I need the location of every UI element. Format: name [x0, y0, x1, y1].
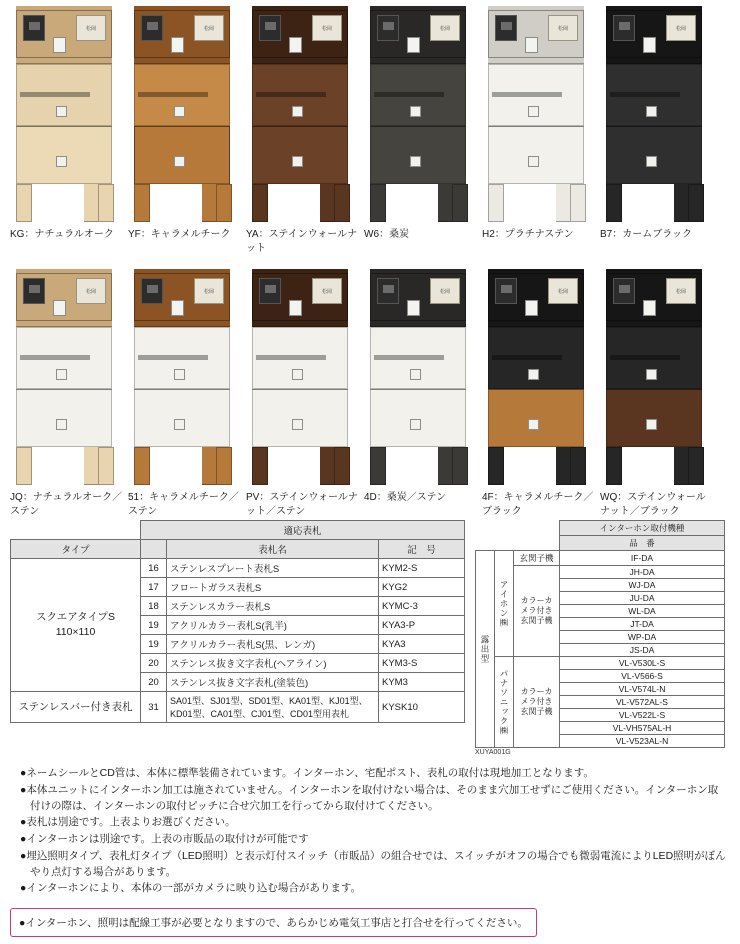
table-row	[11, 540, 465, 559]
note-item: ●ネームシールとCD管は、本体に標準装備されています。インターホン、宅配ポスト、表札の取付は現地加工となります。	[20, 767, 594, 779]
product-caption: YF：キャラメルチーク	[128, 229, 231, 240]
product-item-WQ	[600, 269, 718, 518]
warning-box: ●インターホン、照明は配線工事が必要となりますので、あらかじめ電気工事店と打合せを行ってください。	[10, 908, 537, 937]
table-row	[476, 521, 725, 536]
mail-slot-icon	[610, 92, 680, 97]
nameplate-icon: 松岡	[312, 278, 342, 304]
product-item-YF	[128, 6, 246, 255]
nameplate-span-header: 適応表札	[141, 521, 465, 540]
table-row	[476, 657, 725, 670]
divider-line	[16, 126, 112, 127]
product-item-H2	[482, 6, 600, 255]
delivery-knob-icon	[410, 419, 421, 430]
intercom-icon	[377, 15, 399, 41]
mail-slot-icon	[256, 355, 326, 360]
row-name: ステンレス抜き文字表札(塗装色)	[167, 673, 379, 692]
product-caption: W6：桑炭	[364, 229, 409, 240]
mail-slot-icon	[256, 92, 326, 97]
delivery-knob-icon	[646, 156, 657, 167]
delivery-knob-icon	[174, 419, 185, 430]
product-image-B7	[600, 6, 710, 222]
intercom-icon	[613, 278, 635, 304]
mail-knob-icon	[174, 106, 185, 117]
col-code: 記 号	[379, 540, 465, 559]
intercom-title: インターホン取付機種	[560, 521, 725, 536]
delivery-knob-icon	[410, 156, 421, 167]
delivery-knob-icon	[56, 156, 67, 167]
call-button-icon	[53, 37, 66, 53]
mail-slot-icon	[138, 92, 208, 97]
divider-line	[488, 126, 584, 127]
product-image-4F	[482, 269, 592, 485]
product-item-51	[128, 269, 246, 518]
type-label-1: スクエアタイプS	[35, 611, 116, 624]
divider-line	[134, 389, 230, 390]
col-name: 表札名	[167, 540, 379, 559]
divider-line	[134, 126, 230, 127]
product-image-H2	[482, 6, 592, 222]
row-code: KYG2	[379, 578, 465, 597]
product-item-JQ	[10, 269, 128, 518]
nameplate-icon: 松岡	[548, 278, 578, 304]
row-name: ステンレス抜き文字表札(ヘアライン)	[167, 654, 379, 673]
subgroup-camera-entrance-pana: カラーカメラ付き玄関子機	[514, 657, 560, 748]
delivery-knob-icon	[528, 156, 539, 167]
col-type: タイプ	[11, 540, 141, 559]
row-code: KYM3-S	[379, 654, 465, 673]
product-item-W6	[364, 6, 482, 255]
row-code: KYM2-S	[379, 559, 465, 578]
product-image-WQ	[600, 269, 710, 485]
row-name: フロートガラス表札S	[167, 578, 379, 597]
model-code: VL-V530L-S	[560, 657, 725, 670]
row-code: KYMC-3	[379, 597, 465, 616]
product-row-2	[10, 269, 730, 518]
row-no: 19	[141, 635, 167, 654]
mail-slot-icon	[20, 355, 90, 360]
mail-knob-icon	[528, 369, 539, 380]
product-image-JQ	[10, 269, 120, 485]
product-image-51	[128, 269, 238, 485]
note-item: ●本体ユニットにインターホン加工は施されていません。インターホンを取付けない場合は、そのまま穴加工せずにご使用ください。インターホン取付けの際は、インターホンの取付ピッチに合せ穴加工を行ってから取付けてください。	[20, 783, 719, 812]
model-code: VL-VH575AL-H	[560, 722, 725, 735]
note-item: ●表札は別途です。上表よりお選びください。	[20, 816, 236, 829]
product-image-YF	[128, 6, 238, 222]
model-code: VL-V522L-S	[560, 709, 725, 722]
call-button-icon	[643, 300, 656, 316]
nameplate-table	[10, 520, 465, 723]
intercom-col-code: 品 番	[560, 536, 725, 551]
product-image-PV	[246, 269, 356, 485]
intercom-icon	[377, 278, 399, 304]
row-no: 20	[141, 673, 167, 692]
row-no: 19	[141, 616, 167, 635]
model-code: JS-DA	[560, 644, 725, 657]
table-row	[476, 551, 725, 566]
mail-slot-icon	[374, 92, 444, 97]
type-label-2: 110×110	[55, 626, 96, 638]
table-row	[11, 692, 465, 723]
product-item-4D	[364, 269, 482, 518]
row-name: ステンレスカラー表札S	[167, 597, 379, 616]
nameplate-icon: 松岡	[666, 278, 696, 304]
call-button-icon	[289, 37, 302, 53]
nameplate-icon: 松岡	[76, 15, 106, 41]
delivery-knob-icon	[292, 419, 303, 430]
mail-knob-icon	[528, 106, 539, 117]
subgroup-entrance: 玄関子機	[514, 551, 560, 566]
mail-knob-icon	[56, 106, 67, 117]
mail-slot-icon	[492, 92, 562, 97]
intercom-icon	[23, 15, 45, 41]
product-item-4F	[482, 269, 600, 518]
product-caption: JQ：ナチュラルオーク／ステン	[10, 492, 123, 517]
mail-slot-icon	[374, 355, 444, 360]
notes-section	[10, 766, 730, 897]
model-code: WP-DA	[560, 631, 725, 644]
mail-knob-icon	[646, 106, 657, 117]
nameplate-icon: 松岡	[548, 15, 578, 41]
call-button-icon	[407, 300, 420, 316]
product-image-KG	[10, 6, 120, 222]
call-button-icon	[643, 37, 656, 53]
delivery-knob-icon	[56, 419, 67, 430]
nameplate-icon: 松岡	[76, 278, 106, 304]
delivery-knob-icon	[174, 156, 185, 167]
call-button-icon	[171, 300, 184, 316]
call-button-icon	[525, 37, 538, 53]
nameplate-table-wrap	[10, 520, 465, 756]
product-caption: KG：ナチュラルオーク	[10, 229, 114, 240]
model-code: VL-V523AL-N	[560, 735, 725, 748]
model-code: JU-DA	[560, 592, 725, 605]
row-name	[167, 692, 379, 723]
table-row	[476, 536, 725, 551]
product-caption: WQ：ステインウォールナット／ブラック	[600, 492, 706, 517]
divider-line	[606, 126, 702, 127]
nameplate-icon: 松岡	[430, 15, 460, 41]
model-code: WL-DA	[560, 605, 725, 618]
intercom-icon	[141, 15, 163, 41]
intercom-table-wrap	[475, 520, 725, 756]
model-code: IF-DA	[560, 551, 725, 566]
product-row-1	[10, 6, 730, 255]
row-no: 20	[141, 654, 167, 673]
delivery-knob-icon	[646, 419, 657, 430]
delivery-knob-icon	[292, 156, 303, 167]
divider-line	[606, 389, 702, 390]
mail-knob-icon	[56, 369, 67, 380]
nameplate-icon: 松岡	[430, 278, 460, 304]
exposed-type-label: 露出型	[476, 551, 495, 748]
model-code: JH-DA	[560, 566, 725, 579]
product-item-PV	[246, 269, 364, 518]
bar-name-1: SA01型、SJ01型、SD01型、KA01型、KJ01型、	[170, 696, 368, 706]
table-row	[11, 521, 465, 540]
note-item: ●インターホンにより、本体の一部がカメラに映り込む場合があります。	[20, 882, 362, 895]
product-item-B7	[600, 6, 718, 255]
model-code: VL-V572AL-S	[560, 696, 725, 709]
nameplate-icon: 松岡	[194, 15, 224, 41]
row-no: 31	[141, 692, 167, 723]
mail-knob-icon	[410, 369, 421, 380]
product-item-KG	[10, 6, 128, 255]
product-image-4D	[364, 269, 474, 485]
maker-panasonic: パナソニック㈱	[495, 657, 514, 748]
row-no: 18	[141, 597, 167, 616]
product-image-YA	[246, 6, 356, 222]
mail-slot-icon	[138, 355, 208, 360]
col-no	[141, 540, 167, 559]
bar-name-2: KD01型、CA01型、CJ01型、CD01型用表札	[170, 709, 350, 719]
intercom-icon	[259, 15, 281, 41]
model-code: VL-V574L-N	[560, 683, 725, 696]
divider-line	[488, 389, 584, 390]
type-square-s	[11, 559, 141, 692]
mail-knob-icon	[646, 369, 657, 380]
product-caption: 4D：桑炭／ステン	[364, 492, 447, 503]
model-code: JT-DA	[560, 618, 725, 631]
type-bar: ステンレスバー付き表札	[11, 692, 141, 723]
row-name: アクリルカラー表札S(乳半)	[167, 616, 379, 635]
note-item: ●埋込照明タイプ、表札灯タイプ（LED照明）と表示灯付スイッチ（市販品）の組合せでは、スイッチがオフの場合でも微弱電流によりLED照明がぼんやり点灯する場合があります。	[20, 849, 726, 878]
row-code: KYA3-P	[379, 616, 465, 635]
divider-line	[252, 389, 348, 390]
maker-aiphone: アイホン㈱	[495, 551, 514, 657]
mail-knob-icon	[174, 369, 185, 380]
nameplate-icon: 松岡	[666, 15, 696, 41]
mail-slot-icon	[492, 355, 562, 360]
nameplate-icon: 松岡	[312, 15, 342, 41]
table-row	[11, 559, 465, 578]
product-image-W6	[364, 6, 474, 222]
intercom-table	[475, 520, 725, 748]
divider-line	[370, 389, 466, 390]
note-item: ●インターホンは別途です。上表の市販品の取付けが可能です	[20, 833, 309, 845]
product-caption: YA：ステインウォールナット	[246, 229, 358, 254]
product-caption: H2：プラチナステン	[482, 229, 574, 240]
call-button-icon	[289, 300, 302, 316]
intercom-icon	[141, 278, 163, 304]
call-button-icon	[171, 37, 184, 53]
mail-slot-icon	[20, 92, 90, 97]
divider-line	[252, 126, 348, 127]
row-name: ステンレスプレート表札S	[167, 559, 379, 578]
product-item-YA	[246, 6, 364, 255]
drawing-code: XUYA001G	[475, 749, 511, 756]
table-row	[476, 566, 725, 579]
mail-knob-icon	[410, 106, 421, 117]
row-code: KYA3	[379, 635, 465, 654]
divider-line	[16, 389, 112, 390]
product-caption: 51：キャラメルチーク／ステン	[128, 492, 239, 517]
intercom-icon	[495, 15, 517, 41]
intercom-icon	[613, 15, 635, 41]
mail-slot-icon	[610, 355, 680, 360]
product-caption: 4F：キャラメルチーク／ブラック	[482, 492, 594, 517]
mail-knob-icon	[292, 369, 303, 380]
row-name: アクリルカラー表札S(黒、レンガ)	[167, 635, 379, 654]
row-code: KYM3	[379, 673, 465, 692]
row-no: 17	[141, 578, 167, 597]
intercom-icon	[23, 278, 45, 304]
product-caption: B7：カームブラック	[600, 229, 693, 240]
nameplate-icon: 松岡	[194, 278, 224, 304]
call-button-icon	[407, 37, 420, 53]
product-caption: PV：ステインウォールナット／ステン	[246, 492, 358, 517]
mail-knob-icon	[292, 106, 303, 117]
subgroup-camera-entrance: カラーカメラ付き玄関子機	[514, 566, 560, 657]
intercom-icon	[259, 278, 281, 304]
row-no: 16	[141, 559, 167, 578]
intercom-icon	[495, 278, 517, 304]
model-code: WJ-DA	[560, 579, 725, 592]
call-button-icon	[525, 300, 538, 316]
delivery-knob-icon	[528, 419, 539, 430]
call-button-icon	[53, 300, 66, 316]
tables-section	[10, 520, 730, 756]
divider-line	[370, 126, 466, 127]
model-code: VL-V566-S	[560, 670, 725, 683]
row-code: KYSK10	[379, 692, 465, 723]
